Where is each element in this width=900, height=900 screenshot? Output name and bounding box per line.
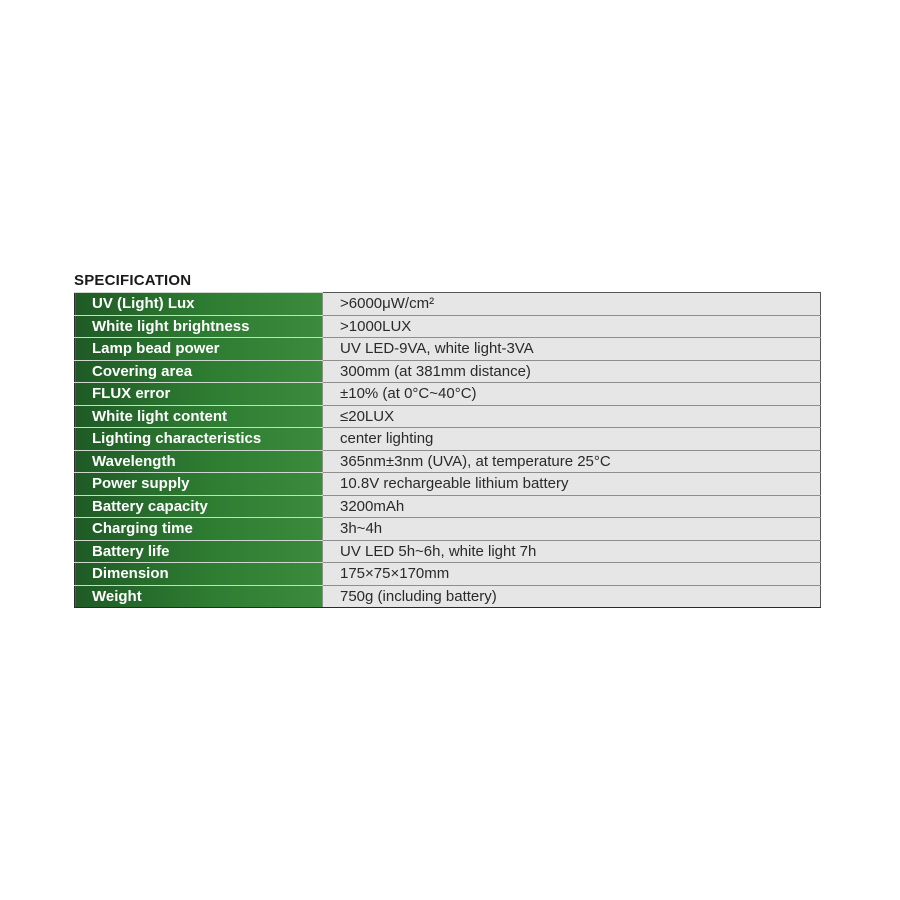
spec-value: UV LED-9VA, white light-3VA: [323, 338, 821, 361]
spec-label: Battery capacity: [75, 495, 323, 518]
spec-row-lighting-characteristics: [75, 428, 821, 451]
spec-table: [74, 292, 821, 608]
spec-value: >6000μW/cm²: [323, 293, 821, 316]
spec-row-dimension: [75, 563, 821, 586]
spec-label: Lighting characteristics: [75, 428, 323, 451]
spec-label: Dimension: [75, 563, 323, 586]
spec-row-white-light-brightness: [75, 315, 821, 338]
spec-label: Wavelength: [75, 450, 323, 473]
spec-value: ≤20LUX: [323, 405, 821, 428]
spec-label: Charging time: [75, 518, 323, 541]
spec-row-lamp-bead-power: [75, 338, 821, 361]
spec-row-charging-time: [75, 518, 821, 541]
spec-value: 300mm (at 381mm distance): [323, 360, 821, 383]
spec-label: Weight: [75, 585, 323, 608]
spec-label: Battery life: [75, 540, 323, 563]
spec-row-power-supply: [75, 473, 821, 496]
spec-value: >1000LUX: [323, 315, 821, 338]
spec-label: Lamp bead power: [75, 338, 323, 361]
spec-value: center lighting: [323, 428, 821, 451]
spec-row-flux-error: [75, 383, 821, 406]
spec-label: FLUX error: [75, 383, 323, 406]
spec-row-covering-area: [75, 360, 821, 383]
spec-row-wavelength: [75, 450, 821, 473]
spec-value: UV LED 5h~6h, white light 7h: [323, 540, 821, 563]
spec-value: 3200mAh: [323, 495, 821, 518]
spec-value: 750g (including battery): [323, 585, 821, 608]
spec-label: White light content: [75, 405, 323, 428]
spec-value: ±10% (at 0°C~40°C): [323, 383, 821, 406]
spec-row-battery-life: [75, 540, 821, 563]
spec-row-uv-lux: [75, 293, 821, 316]
spec-label: UV (Light) Lux: [75, 293, 323, 316]
spec-label: Covering area: [75, 360, 323, 383]
spec-label: White light brightness: [75, 315, 323, 338]
spec-title: SPECIFICATION: [74, 272, 192, 289]
spec-value: 175×75×170mm: [323, 563, 821, 586]
spec-label: Power supply: [75, 473, 323, 496]
spec-row-white-light-content: [75, 405, 821, 428]
spec-value: 10.8V rechargeable lithium battery: [323, 473, 821, 496]
spec-value: 3h~4h: [323, 518, 821, 541]
spec-row-battery-capacity: [75, 495, 821, 518]
spec-row-weight: [75, 585, 821, 608]
spec-value: 365nm±3nm (UVA), at temperature 25°C: [323, 450, 821, 473]
